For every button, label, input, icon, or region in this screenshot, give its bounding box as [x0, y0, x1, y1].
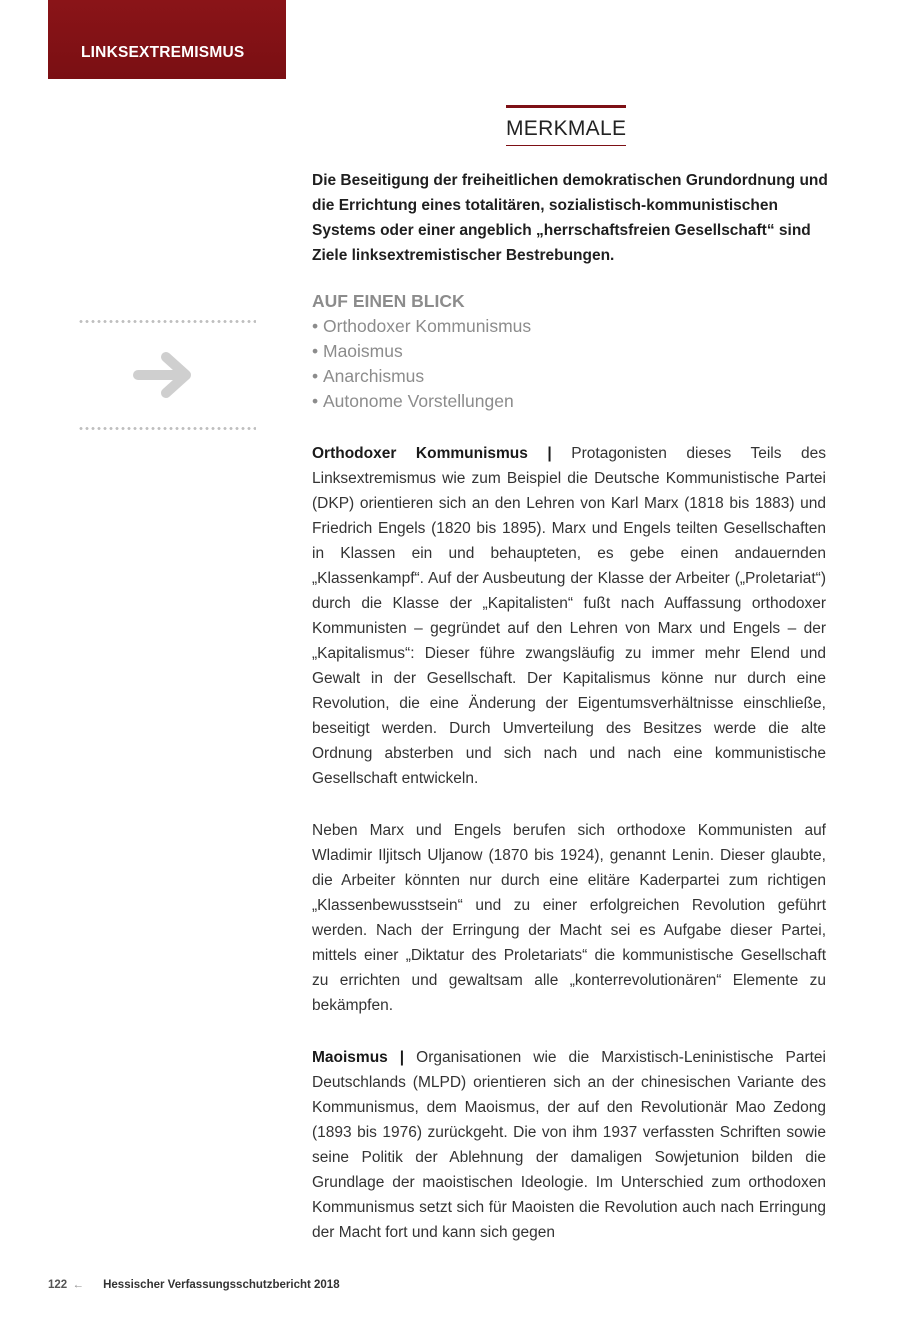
back-arrow-icon: ←	[72, 1279, 84, 1291]
paragraph-text: Neben Marx und Engels berufen sich orthodoxe Kommunisten auf Wladimir Iljitsch Uljanow (1870 bis 1924), genannt Lenin. Dieser glaubte, die Arbeiter könnten nur durch eine elitäre Kaderpartei zum richtigen „Klassenbewusstsein“ und zu einer erfolgreichen Revolution geführt werden. Nach der Erringung der Macht sei es Aufgabe dieser Partei, mittels einer „Diktatur des Proletariats“ die kommunistische Gesellschaft zu errichten und gewaltsam alle „konterrevolutionären“ Elemente zu bekämpfen.	[312, 822, 826, 1014]
lead-paragraph: Die Beseitigung der freiheitlichen demokratischen Grundordnung und die Errichtung eines totalitären, sozialistisch-kommunistischen Systems oder einer angeblich „herrschaftsfreien Gesellschaft“ sind Ziele linksextremistischer Bestrebungen.	[312, 172, 828, 264]
publication-title: Hessischer Verfassungsschutzbericht 2018	[103, 1279, 340, 1291]
at-a-glance-title: AUF EINEN BLICK	[312, 291, 465, 311]
right-arrow-icon	[132, 350, 194, 400]
section-tab	[48, 0, 286, 79]
paragraph-maoism	[312, 1045, 826, 1245]
page-title: MERKMALE	[506, 117, 627, 140]
list-item: • Anarchismus	[312, 364, 832, 389]
dotted-divider-bottom	[78, 427, 256, 430]
page-heading	[506, 105, 626, 146]
page-footer	[48, 1279, 340, 1291]
paragraph-orthodox-communism	[312, 441, 826, 791]
section-heading: Orthodoxer Kommunismus |	[312, 445, 552, 462]
dotted-divider-top	[78, 320, 256, 323]
list-item: • Autonome Vorstellungen	[312, 389, 832, 414]
list-item: • Maoismus	[312, 339, 832, 364]
paragraph-text: Protagonisten dieses Teils des Linksextremismus wie zum Beispiel die Deutsche Kommunistische Partei (DKP) orientieren sich an den Lehren von Karl Marx (1818 bis 1883) und Friedrich Engels (1820 bis 1895). Marx und Engels teilten Gesellschaften in Klassen ein und behaupteten, es gebe einen andauernden „Klassenkampf“. Auf der Ausbeutung der Klasse der Arbeiter („Proletariat“) durch die Klasse der „Kapitalisten“ fußt nach Auffassung orthodoxer Kommunisten – gegründet auf den Lehren von Marx und Engels – der „Kapitalismus“: Dieser führe zwangsläufig zu immer mehr Elend und Gewalt in der Gesellschaft. Der Kapitalismus könne nur durch eine Revolution, die eine Änderung der Eigentumsverhältnisse einschließe, beseitigt werden. Durch Umverteilung des Besitzes werde die alte Ordnung absterben und sich nach und nach eine kommunistische Gesellschaft entwickeln.	[312, 445, 826, 787]
list-item: • Orthodoxer Kommunismus	[312, 314, 832, 339]
at-a-glance-list	[312, 314, 832, 414]
paragraph-lenin	[312, 818, 826, 1018]
paragraph-text: Organisationen wie die Marxistisch-Leninistische Partei Deutschlands (MLPD) orientieren sich an der chinesischen Variante des Kommunismus, dem Maoismus, der auf den Revolutionär Mao Zedong (1893 bis 1976) zurückgeht. Die von ihm 1937 verfassten Schriften sowie seine Politik der Ablehnung der damaligen Sowjetunion bilden die Grundlage der maoistischen Ideologie. Im Unterschied zum orthodoxen Kommunismus setzt sich für Maoisten die Revolution auch nach Erringung der Macht fort und kann sich gegen	[312, 1049, 826, 1241]
page-number: 122	[48, 1279, 68, 1291]
section-tab-label: LINKSEXTREMISMUS	[81, 44, 245, 61]
section-heading: Maoismus |	[312, 1049, 405, 1066]
at-a-glance-box	[312, 289, 832, 414]
